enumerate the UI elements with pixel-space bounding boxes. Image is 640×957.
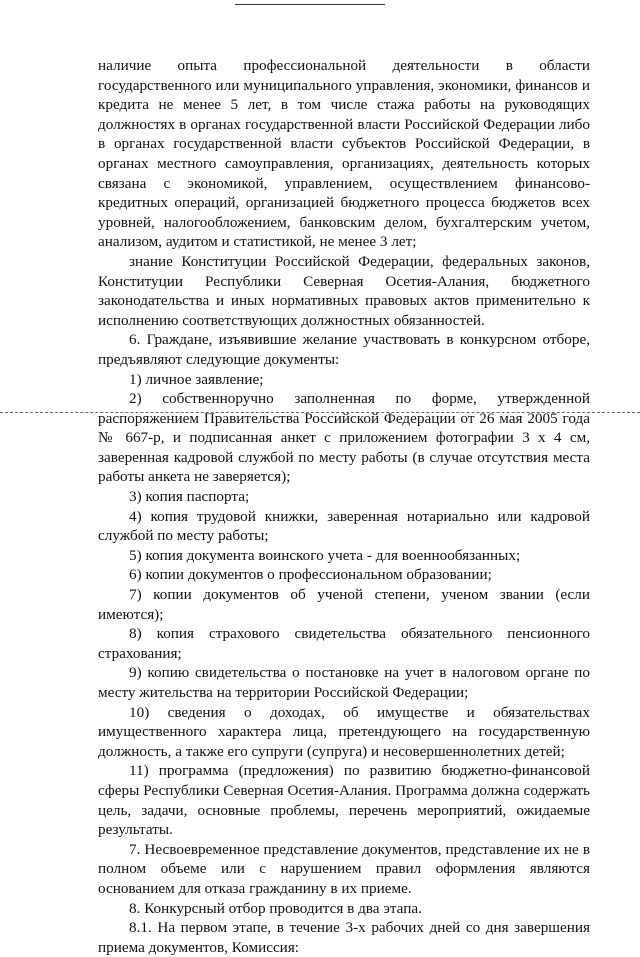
paragraph-experience: наличие опыта профессиональной деятельности в области государственного или муниципального управления, экономики, финансов и кредита не менее 5 лет, в том числе стажа работы на руководящих должностях в органах государственной власти Российской Федерации либо в органах государственной власти субъектов Российской Федерации, в органах местного самоуправления, организациях, деятельность которых связана с экономикой, управлением, осуществлением финансово-кредитных операций, организацией бюджетного процесса бюджетов всех уровней, налогообложением, банковским делом, бухгалтерским учетом, анализом, аудитом и статистикой, не менее 3 лет; [98,57,590,251]
paragraph-knowledge: знание Конституции Российской Федерации, федеральных законов, Конституции Республики Северная Осетия-Алания, бюджетного законодательства и иных нормативных правовых актов применительно к исполнению соответствующих должностных обязанностей. [98,252,590,329]
list-item-11: 11) программа (предложения) по развитию бюджетно-финансовой сферы Республики Северная Осетия-Алания. Программа должна содержать цель, задачи, основные проблемы, перечень мероприятий, ожидаемые результаты. [98,762,590,839]
list-item-10: 10) сведения о доходах, об имуществе и обязательствах имущественного характера лица, претендующего на государственную должность, а также его супруги (супруга) и несовершеннолетних детей; [98,703,590,760]
list-item-8: 8) копия страхового свидетельства обязательного пенсионного страхования; [98,625,590,662]
list-item-6: 6) копии документов о профессиональном образовании; [129,566,492,584]
list-item-1: 1) личное заявление; [129,370,264,388]
list-item-2: 2) собственноручно заполненная по форме, утвержденной распоряжением Правительства Российской Федерации от 26 мая 2005 года № 667-р, и подписанная анкет с приложением фотографии 3 х 4 см, заверенная кадровой службой по месту работы (в случае отсутствия места работы анкета не заверяется); [98,390,590,486]
list-item-9: 9) копию свидетельства о постановке на учет в налоговом органе по месту жительства на территории Российской Федерации; [98,664,590,701]
paragraph-item-6: 6. Граждане, изъявившие желание участвовать в конкурсном отборе, предъявляют следующие документы: [98,331,590,368]
paragraph-item-7: 7. Несвоевременное представление документов, представление их не в полном объеме или с нарушением правил оформления являются основанием для отказа гражданину в их приеме. [98,840,590,897]
top-rule [235,4,385,5]
list-item-5: 5) копия документа воинского учета - для военнообязанных; [129,546,521,564]
paragraph-item-8: 8. Конкурсный отбор проводится в два этапа. [129,899,422,917]
document-page [98,56,590,957]
list-item-7: 7) копии документов об ученой степени, ученом звании (если имеются); [98,586,590,623]
paragraph-item-8-1: 8.1. На первом этапе, в течение 3-х рабочих дней со дня завершения приема документов, Комиссия: [98,919,590,956]
list-item-4: 4) копия трудовой книжки, заверенная нотариально или кадровой службой по месту работы; [98,507,590,545]
list-item-3: 3) копия паспорта; [129,488,250,506]
